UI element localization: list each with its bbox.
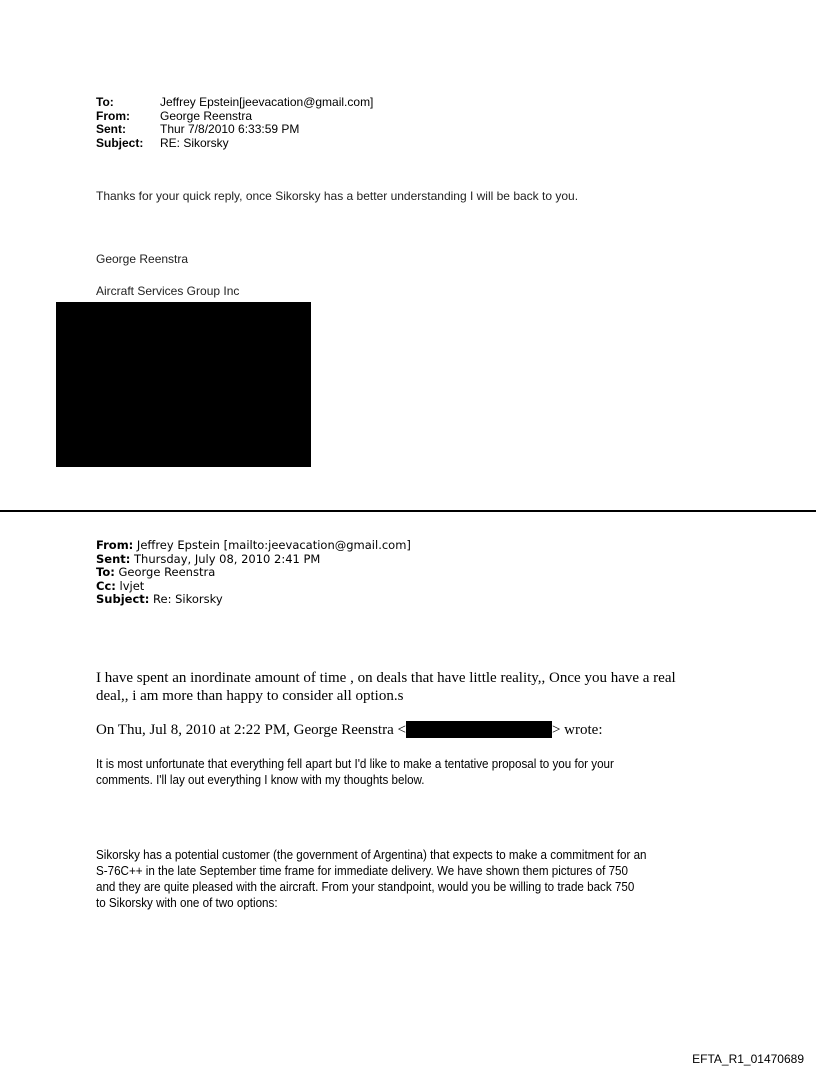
sent-row-2 xyxy=(96,553,411,567)
to-value: Jeffrey Epstein[jeevacation@gmail.com] xyxy=(160,95,374,109)
from-value-2: Jeffrey Epstein [mailto:jeevacation@gmail.com] xyxy=(133,538,411,552)
sent-value: Thur 7/8/2010 6:33:59 PM xyxy=(160,122,300,136)
reply-line-2: deal,, i am more than happy to consider all option.s xyxy=(96,688,404,704)
email-redaction xyxy=(406,721,552,738)
to-label-2: To: xyxy=(96,565,115,580)
cc-row-2 xyxy=(96,580,411,594)
sent-value-2: Thursday, July 08, 2010 2:41 PM xyxy=(130,551,321,566)
email-body-1: Thanks for your quick reply, once Sikorsky has a better understanding I will be back to you. xyxy=(96,189,579,203)
subject-value-2: Re: Sikorsky xyxy=(149,592,223,607)
from-label-2: From: xyxy=(96,538,134,552)
subject-row xyxy=(96,137,373,151)
reply-line-1: I have spent an inordinate amount of time , on deals that have little reality,, Once you have a real xyxy=(96,670,676,686)
signature-company: Aircraft Services Group Inc xyxy=(96,284,240,298)
redaction-block xyxy=(56,302,311,467)
quote-intro-after: > wrote: xyxy=(551,722,603,738)
quote-intro-before: On Thu, Jul 8, 2010 at 2:22 PM, George Reenstra < xyxy=(96,722,406,738)
signature-name: George Reenstra xyxy=(96,252,189,266)
subject-value: RE: Sikorsky xyxy=(160,135,229,150)
to-row-2 xyxy=(96,566,411,580)
quoted-para1-line1: It is most unfortunate that everything fell apart but I'd like to make a tentative proposal to you for your xyxy=(96,757,614,771)
email-header-1 xyxy=(96,96,373,150)
quote-intro xyxy=(96,721,603,739)
sent-row xyxy=(96,123,373,137)
cc-label-2: Cc: xyxy=(96,578,116,593)
to-value-2: George Reenstra xyxy=(114,565,216,580)
separator-line xyxy=(0,510,816,512)
quoted-para1-line2: comments. I'll lay out everything I know with my thoughts below. xyxy=(96,773,425,787)
quoted-para2-line4: to Sikorsky with one of two options: xyxy=(96,896,278,910)
quoted-para2-line1: Sikorsky has a potential customer (the government of Argentina) that expects to make a commitment for an xyxy=(96,848,647,862)
to-label: To: xyxy=(96,95,114,109)
to-row xyxy=(96,96,373,110)
sent-label: Sent: xyxy=(96,122,126,136)
quoted-para2-line3: and they are quite pleased with the aircraft. From your standpoint, would you be willing to trade back 750 xyxy=(96,880,635,894)
document-id: EFTA_R1_01470689 xyxy=(692,1052,804,1066)
from-value: George Reenstra xyxy=(160,108,253,123)
cc-value-2: lvjet xyxy=(115,578,145,593)
quoted-para2-line2: S-76C++ in the late September time frame for immediate delivery. We have shown them pictures of 750 xyxy=(96,864,629,878)
sent-label-2: Sent: xyxy=(96,551,131,566)
from-row-2 xyxy=(96,539,411,553)
subject-row-2 xyxy=(96,593,411,607)
from-row xyxy=(96,110,373,124)
subject-label: Subject: xyxy=(96,135,144,150)
email-header-2 xyxy=(96,539,411,607)
from-label: From: xyxy=(96,108,130,123)
subject-label-2: Subject: xyxy=(96,592,150,607)
